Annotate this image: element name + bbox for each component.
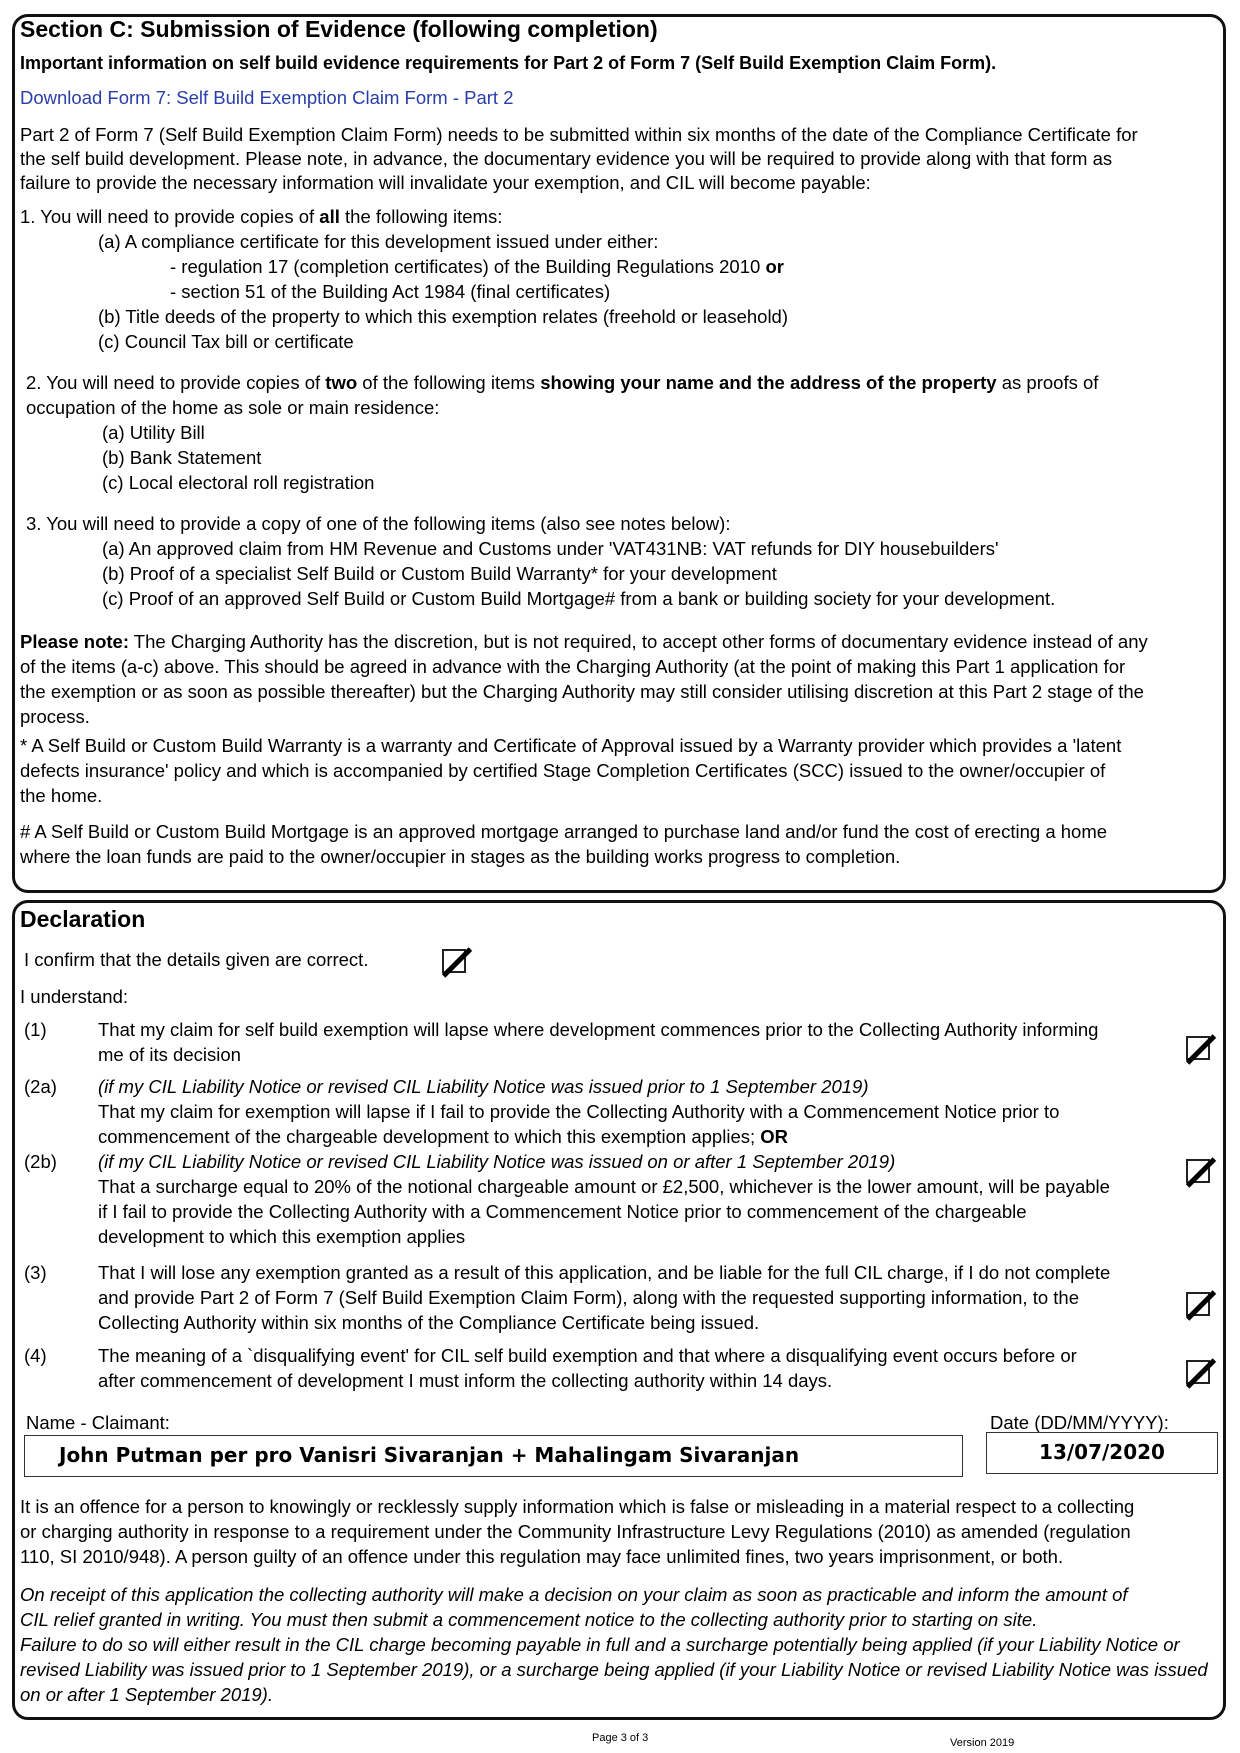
date-label: Date (DD/MM/YYYY): — [990, 1412, 1169, 1433]
item-number: (2a) — [24, 1076, 57, 1097]
item-3a: (a) An approved claim from HM Revenue and Customs under 'VAT431NB: VAT refunds for DIY housebuilders' — [102, 538, 999, 559]
item-1-heading — [20, 206, 502, 228]
version-label: Version 2019 — [950, 1737, 1015, 1749]
offence-line: It is an offence for a person to knowingly or recklessly supply information which is false or misleading in a material respect to a collecting — [20, 1496, 1135, 1517]
warranty-note-line: * A Self Build or Custom Build Warranty is a warranty and Certificate of Approval issued by a Warranty provider which provides a 'latent — [20, 735, 1122, 756]
intro-line: failure to provide the necessary information will invalidate your exemption, and CIL will become payable: — [20, 172, 871, 193]
item-number: (2b) — [24, 1151, 57, 1172]
declaration-2-checkbox[interactable] — [1186, 1159, 1210, 1183]
declaration-4-checkbox[interactable] — [1186, 1360, 1210, 1384]
item-1a: (a) A compliance certificate for this development issued under either: — [98, 231, 659, 252]
item-2b: (b) Bank Statement — [102, 447, 262, 468]
item-1c: (c) Council Tax bill or certificate — [98, 331, 354, 352]
confirm-text: I confirm that the details given are correct. — [24, 949, 369, 970]
offence-line: or charging authority in response to a requirement under the Community Infrastructure Levy Regulations (2010) as amended (regulation — [20, 1521, 1131, 1542]
item-2-line-2: occupation of the home as sole or main residence: — [26, 397, 440, 418]
item-1-bold: all — [319, 206, 340, 227]
item-2-bold-2: showing your name and the address of the property — [540, 372, 997, 393]
section-c-title: Section C: Submission of Evidence (following completion) — [20, 16, 658, 42]
intro-line: Part 2 of Form 7 (Self Build Exemption Claim Form) needs to be submitted within six months of the date of the Compliance Certificate for — [20, 124, 1138, 145]
item-number: (3) — [24, 1262, 47, 1283]
declaration-item-2a-condition: (if my CIL Liability Notice or revised CIL Liability Notice was issued prior to 1 September 2019) — [98, 1076, 869, 1097]
item-3-heading: 3. You will need to provide a copy of one of the following items (also see notes below): — [26, 513, 731, 534]
page-number: Page 3 of 3 — [592, 1732, 649, 1744]
receipt-line: On receipt of this application the collecting authority will make a decision on your claim as soon as practicable and inform the amount of — [20, 1584, 1128, 1605]
item-2c: (c) Local electoral roll registration — [102, 472, 375, 493]
or-label: OR — [760, 1126, 789, 1147]
item-2-post: as proofs of — [996, 372, 1099, 393]
declaration-item-2a-line — [98, 1126, 788, 1148]
name-label: Name - Claimant: — [26, 1412, 170, 1433]
item-3c: (c) Proof of an approved Self Build or Custom Build Mortgage# from a bank or building society for your development. — [102, 588, 1056, 609]
please-note-line: the exemption or as soon as possible thereafter) but the Charging Authority may still consider utilising discretion at this Part 2 stage of the — [20, 681, 1144, 702]
item-1-post: the following items: — [339, 206, 503, 227]
declaration-item-1-line: That my claim for self build exemption will lapse where development commences prior to the Collecting Authority informing — [98, 1019, 1099, 1040]
declaration-item-3-line: and provide Part 2 of Form 7 (Self Build Exemption Claim Form), along with the requested supporting information, to the — [98, 1287, 1079, 1308]
please-note-line: process. — [20, 706, 90, 727]
declaration-title: Declaration — [20, 906, 146, 932]
item-2-pre: 2. You will need to provide copies of — [26, 372, 326, 393]
date-field[interactable]: 13/07/2020 — [986, 1432, 1218, 1474]
please-note-line — [20, 631, 1148, 653]
receipt-line: revised Liability was issued prior to 1 September 2019), or a surcharge being applied (if your Liability Notice or revised Liability Notice was issued — [20, 1659, 1208, 1680]
item-2-mid: of the following items — [357, 372, 541, 393]
declaration-3-checkbox[interactable] — [1186, 1292, 1210, 1316]
item-number: (4) — [24, 1345, 47, 1366]
item-number: (1) — [24, 1019, 47, 1040]
item-2-heading — [26, 372, 1098, 394]
confirm-checkbox[interactable] — [442, 949, 466, 973]
please-note-text: The Charging Authority has the discretion, but is not required, to accept other forms of documentary evidence instead of any — [129, 631, 1148, 652]
item-1a-option-1 — [170, 256, 784, 278]
item-1-pre: 1. You will need to provide copies of — [20, 206, 320, 227]
declaration-item-4-line: The meaning of a `disqualifying event' for CIL self build exemption and that where a disqualifying event occurs before or — [98, 1345, 1077, 1366]
declaration-item-4-line: after commencement of development I must inform the collecting authority within 14 days. — [98, 1370, 833, 1391]
mortgage-note-line: # A Self Build or Custom Build Mortgage is an approved mortgage arranged to purchase land and/or fund the cost of erecting a home — [20, 821, 1108, 842]
declaration-item-2b-condition: (if my CIL Liability Notice or revised CIL Liability Notice was issued on or after 1 September 2019) — [98, 1151, 896, 1172]
warranty-note-line: the home. — [20, 785, 103, 806]
section-c-subtitle: Important information on self build evidence requirements for Part 2 of Form 7 (Self Build Exemption Claim Form). — [20, 53, 997, 73]
item-1a1-text: - regulation 17 (completion certificates) of the Building Regulations 2010 — [170, 256, 766, 277]
download-form-link[interactable]: Download Form 7: Self Build Exemption Claim Form - Part 2 — [20, 87, 514, 108]
understand-text: I understand: — [20, 986, 128, 1007]
mortgage-note-line: where the loan funds are paid to the owner/occupier in stages as the building works progress to completion. — [20, 846, 901, 867]
receipt-line: Failure to do so will either result in the CIL charge becoming payable in full and a surcharge potentially being applied (if your Liability Notice or — [20, 1634, 1180, 1655]
declaration-item-2b-line: That a surcharge equal to 20% of the notional chargeable amount or £2,500, whichever is the lower amount, will be payable — [98, 1176, 1110, 1197]
declaration-1-checkbox[interactable] — [1186, 1036, 1210, 1060]
item-2a: (a) Utility Bill — [102, 422, 205, 443]
offence-line: 110, SI 2010/948). A person guilty of an offence under this regulation may face unlimited fines, two years imprisonment, or both. — [20, 1546, 1064, 1567]
declaration-item-2b-line: development to which this exemption applies — [98, 1226, 466, 1247]
item-3b: (b) Proof of a specialist Self Build or Custom Build Warranty* for your development — [102, 563, 777, 584]
item-1a-option-2: - section 51 of the Building Act 1984 (final certificates) — [170, 281, 611, 302]
receipt-line: CIL relief granted in writing. You must then submit a commencement notice to the collecting authority prior to starting on site. — [20, 1609, 1038, 1630]
warranty-note-line: defects insurance' policy and which is accompanied by certified Stage Completion Certificates (SCC) issued to the owner/occupier of — [20, 760, 1106, 781]
declaration-item-2a-line: That my claim for exemption will lapse if I fail to provide the Collecting Authority with a Commencement Notice prior to — [98, 1101, 1060, 1122]
receipt-line: on or after 1 September 2019). — [20, 1684, 273, 1705]
please-note-label: Please note: — [20, 631, 129, 652]
declaration-item-3-line: Collecting Authority within six months of the Compliance Certificate being issued. — [98, 1312, 760, 1333]
item-1b: (b) Title deeds of the property to which this exemption relates (freehold or leasehold) — [98, 306, 789, 327]
declaration-item-2a-text: commencement of the chargeable development to which this exemption applies; — [98, 1126, 761, 1147]
declaration-item-1-line: me of its decision — [98, 1044, 241, 1065]
claimant-name-field[interactable]: John Putman per pro Vanisri Sivaranjan + Mahalingam Sivaranjan — [24, 1435, 963, 1477]
item-1a1-bold: or — [765, 256, 784, 277]
intro-line: the self build development. Please note, in advance, the documentary evidence you will be required to provide along with that form as — [20, 148, 1113, 169]
declaration-item-2b-line: if I fail to provide the Collecting Authority with a Commencement Notice prior to commencement of the chargeable — [98, 1201, 1027, 1222]
item-2-bold-1: two — [325, 372, 358, 393]
declaration-item-3-line: That I will lose any exemption granted as a result of this application, and be liable for the full CIL charge, if I do not complete — [98, 1262, 1111, 1283]
please-note-line: of the items (a-c) above. This should be agreed in advance with the Charging Authority (at the point of making this Part 1 application for — [20, 656, 1126, 677]
